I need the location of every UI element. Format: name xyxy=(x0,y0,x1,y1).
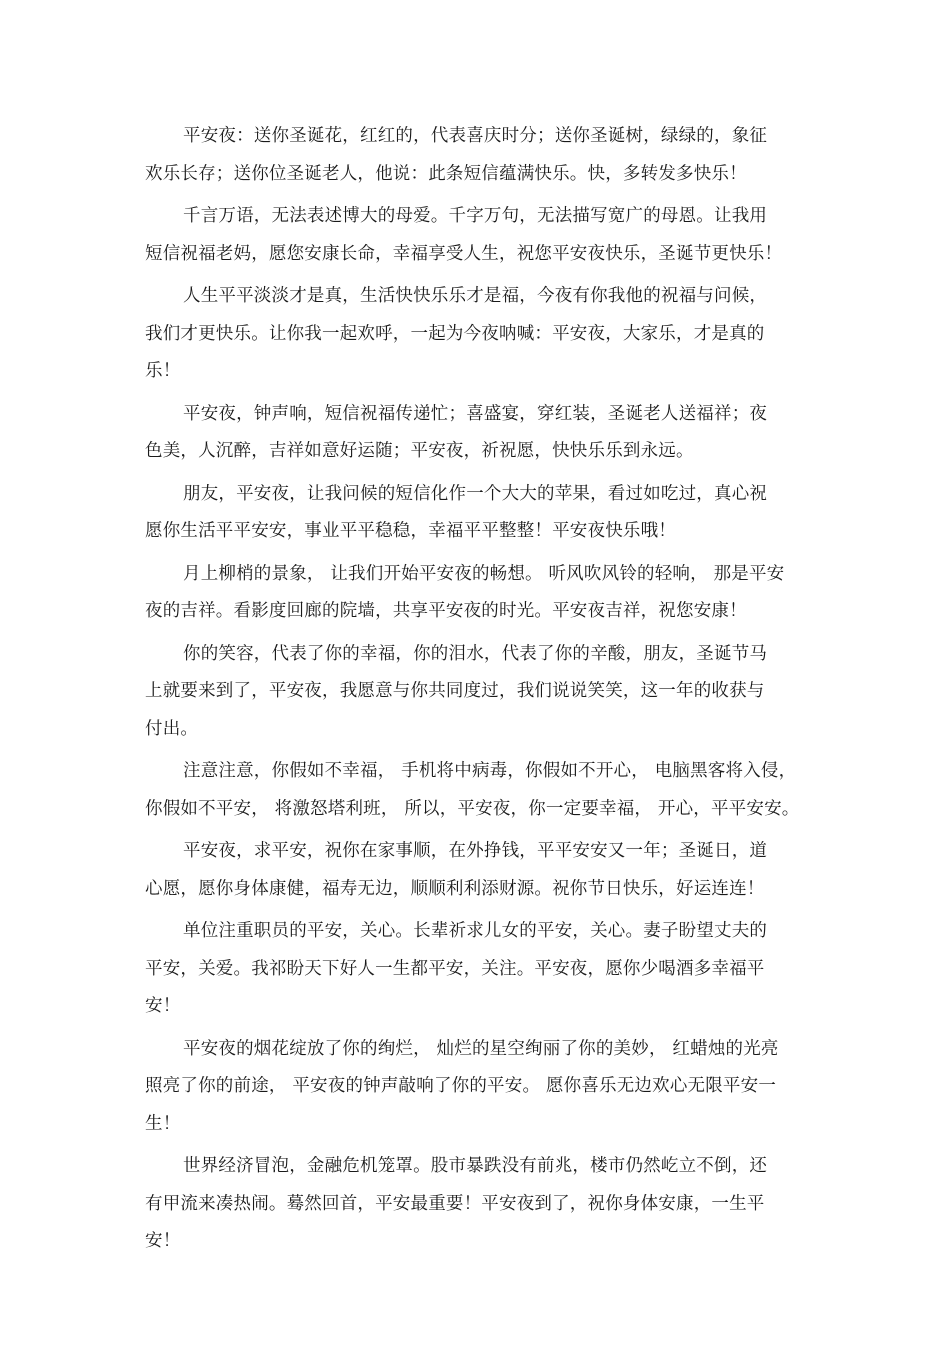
text-line: 愿你生活平平安安，事业平平稳稳，幸福平平整整！平安夜快乐哦！ xyxy=(145,521,676,541)
text-line: 平安夜，求平安，祝你在家事顺，在外挣钱，平平安安又一年；圣诞日，道 xyxy=(183,841,768,861)
text-line: 安！ xyxy=(145,996,181,1016)
text-line: 平安夜的烟花绽放了你的绚烂， 灿烂的星空绚丽了你的美妙， 红蜡烛的光亮 xyxy=(183,1038,779,1059)
text-line: 平安夜，钟声响，短信祝福传递忙；喜盛宴，穿红装，圣诞老人送福祥；夜 xyxy=(183,403,768,424)
text-line: 千言万语，无法表述博大的母爱。千字万句，无法描写宽广的母恩。让我用 xyxy=(183,206,768,226)
paragraph xyxy=(145,278,810,391)
paragraph xyxy=(145,1148,810,1261)
text-line: 生！ xyxy=(145,1113,181,1134)
text-line: 平安，关爱。我祁盼天下好人一生都平安，关注。平安夜，愿你少喝酒多幸福平 xyxy=(145,958,765,979)
text-line: 照亮了你的前途， 平安夜的钟声敲响了你的平安。 愿你喜乐无边欢心无限平安一 xyxy=(145,1076,777,1096)
text-line: 注意注意，你假如不幸福， 手机将中病毒，你假如不开心， 电脑黑客将入侵， xyxy=(183,761,797,781)
text-line: 月上柳梢的景象， 让我们开始平安夜的畅想。 听风吹风铃的轻响， 那是平安 xyxy=(183,563,785,584)
text-line: 你的笑容，代表了你的幸福，你的泪水，代表了你的辛酸，朋友，圣诞节马 xyxy=(183,643,768,664)
text-line: 单位注重职员的平安，关心。长辈祈求儿女的平安，关心。妻子盼望丈夫的 xyxy=(183,921,768,941)
text-line: 色美，人沉醉，吉祥如意好运随；平安夜，祈祝愿，快快乐乐到永远。 xyxy=(145,441,694,461)
text-line: 夜的吉祥。看影度回廊的院墙，共享平安夜的时光。平安夜吉祥，祝您安康！ xyxy=(145,601,747,621)
text-line: 安！ xyxy=(145,1231,181,1251)
text-line: 欢乐长存；送你位圣诞老人，他说：此条短信蕴满快乐。快，多转发多快乐！ xyxy=(145,163,747,184)
paragraph xyxy=(145,198,810,273)
text-line: 上就要来到了，平安夜，我愿意与你共同度过，我们说说笑笑，这一年的收获与 xyxy=(145,681,765,701)
paragraph xyxy=(145,636,810,749)
text-line: 平安夜：送你圣诞花，红红的，代表喜庆时分；送你圣诞树，绿绿的，象征 xyxy=(183,126,768,146)
text-line: 世界经济冒泡，金融危机笼罩。股市暴跌没有前兆，楼市仍然屹立不倒，还 xyxy=(183,1156,768,1176)
text-line: 人生平平淡淡才是真，生活快快乐乐才是福，今夜有你我他的祝福与问候， xyxy=(183,286,768,306)
text-line: 付出。 xyxy=(145,718,199,739)
paragraph xyxy=(145,118,810,193)
text-line: 朋友，平安夜，让我问候的短信化作一个大大的苹果，看过如吃过，真心祝 xyxy=(183,483,768,504)
text-line: 乐！ xyxy=(145,361,181,381)
text-line: 有甲流来凑热闹。蓦然回首，平安最重要！平安夜到了，祝你身体安康，一生平 xyxy=(145,1193,765,1214)
paragraph xyxy=(145,476,810,551)
text-line: 你假如不平安， 将激怒塔利班， 所以，平安夜，你一定要幸福， 开心，平平安安。 xyxy=(145,798,800,819)
paragraph xyxy=(145,833,810,908)
paragraph xyxy=(145,556,810,631)
paragraph xyxy=(145,1031,810,1144)
paragraph xyxy=(145,753,810,828)
paragraph xyxy=(145,396,810,471)
document-body xyxy=(145,118,810,1266)
text-line: 心愿，愿你身体康健，福寿无边，顺顺利利添财源。祝你节日快乐，好运连连！ xyxy=(145,878,765,899)
text-line: 我们才更快乐。让你我一起欢呼，一起为今夜呐喊：平安夜，大家乐，才是真的 xyxy=(145,323,765,344)
paragraph xyxy=(145,913,810,1026)
text-line: 短信祝福老妈，愿您安康长命，幸福享受人生，祝您平安夜快乐，圣诞节更快乐！ xyxy=(145,243,783,264)
